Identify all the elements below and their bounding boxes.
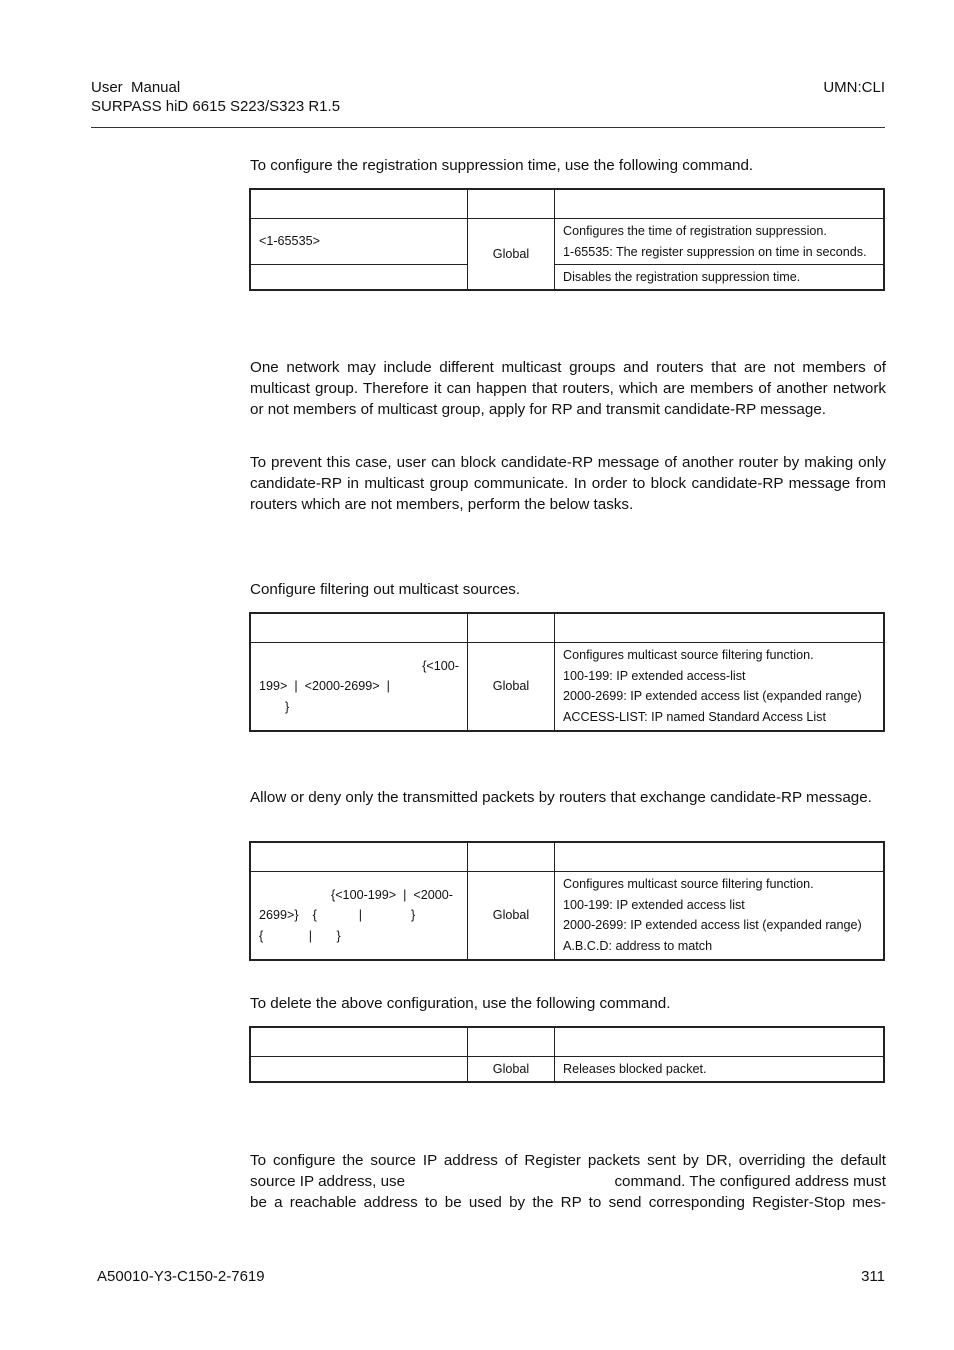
description-cell: Releases blocked packet. <box>555 1057 885 1082</box>
table-header-row <box>250 1027 884 1057</box>
command-cell <box>250 1057 468 1082</box>
table-row <box>250 1057 884 1082</box>
mode-cell: Global <box>468 872 555 960</box>
table-source-filter <box>249 612 885 732</box>
header-right: UMN:CLI <box>823 79 885 96</box>
table-row <box>250 265 884 290</box>
table-header-row <box>250 613 884 643</box>
allow-intro: Allow or deny only the transmitted packets by routers that exchange candidate-RP message. <box>250 789 872 806</box>
table-row <box>250 872 884 960</box>
command-cell: <1-65535> <box>250 219 468 265</box>
command-cell <box>250 265 468 290</box>
manual-title: User Manual <box>91 79 181 96</box>
product-title: SURPASS hiD 6615 S223/S323 R1.5 <box>91 98 341 115</box>
table-header-row <box>250 842 884 872</box>
reg-intro: To configure the registration suppression time, use the following command. <box>250 157 754 174</box>
page-number: 311 <box>861 1268 885 1285</box>
doc-id: A50010-Y3-C150-2-7619 <box>97 1268 265 1285</box>
paragraph-register-source: To configure the source IP address of Register packets sent by DR, overriding the default source IP address, use command. The configured address must be a reachable address to be used by the RP to send corresponding Register-Stop mes- <box>250 1152 886 1211</box>
header-left <box>91 78 340 116</box>
command-cell: {<100- 199> | <2000-2699> | } <box>250 643 468 731</box>
table-row <box>250 219 884 265</box>
header-divider <box>91 127 885 128</box>
description-cell: Configures multicast source filtering function. 100-199: IP extended access list 2000-2699: IP extended access list (expanded range) A.B.C.D: address to match <box>555 872 885 960</box>
filter-intro: Configure filtering out multicast sources. <box>250 581 521 598</box>
table-row <box>250 643 884 731</box>
table-packet-filter <box>249 841 885 961</box>
paragraph-prevent: To prevent this case, user can block candidate-RP message of another router by making only candidate-RP in multicast group communicate. In order to block candidate-RP message from routers which are not members, perform the below tasks. <box>250 454 886 513</box>
description-cell: Configures the time of registration suppression. 1-65535: The register suppression on time in seconds. <box>555 219 885 265</box>
description-cell: Configures multicast source filtering function. 100-199: IP extended access-list 2000-2699: IP extended access list (expanded range) ACCESS-LIST: IP named Standard Access List <box>555 643 885 731</box>
table-header-row <box>250 189 884 219</box>
mode-cell: Global <box>468 219 555 290</box>
table-reg-suppression <box>249 188 885 291</box>
table-delete <box>249 1026 885 1083</box>
delete-intro: To delete the above configuration, use the following command. <box>250 995 671 1012</box>
mode-cell: Global <box>468 643 555 731</box>
paragraph-network: One network may include different multicast groups and routers that are not members of multicast group. Therefore it can happen that routers, which are members of another network or not members of multicast group, apply for RP and transmit candidate-RP message. <box>250 359 886 418</box>
description-cell: Disables the registration suppression time. <box>555 265 885 290</box>
mode-cell: Global <box>468 1057 555 1082</box>
command-cell: {<100-199> | <2000- 2699>} { | } { | } <box>250 872 468 960</box>
